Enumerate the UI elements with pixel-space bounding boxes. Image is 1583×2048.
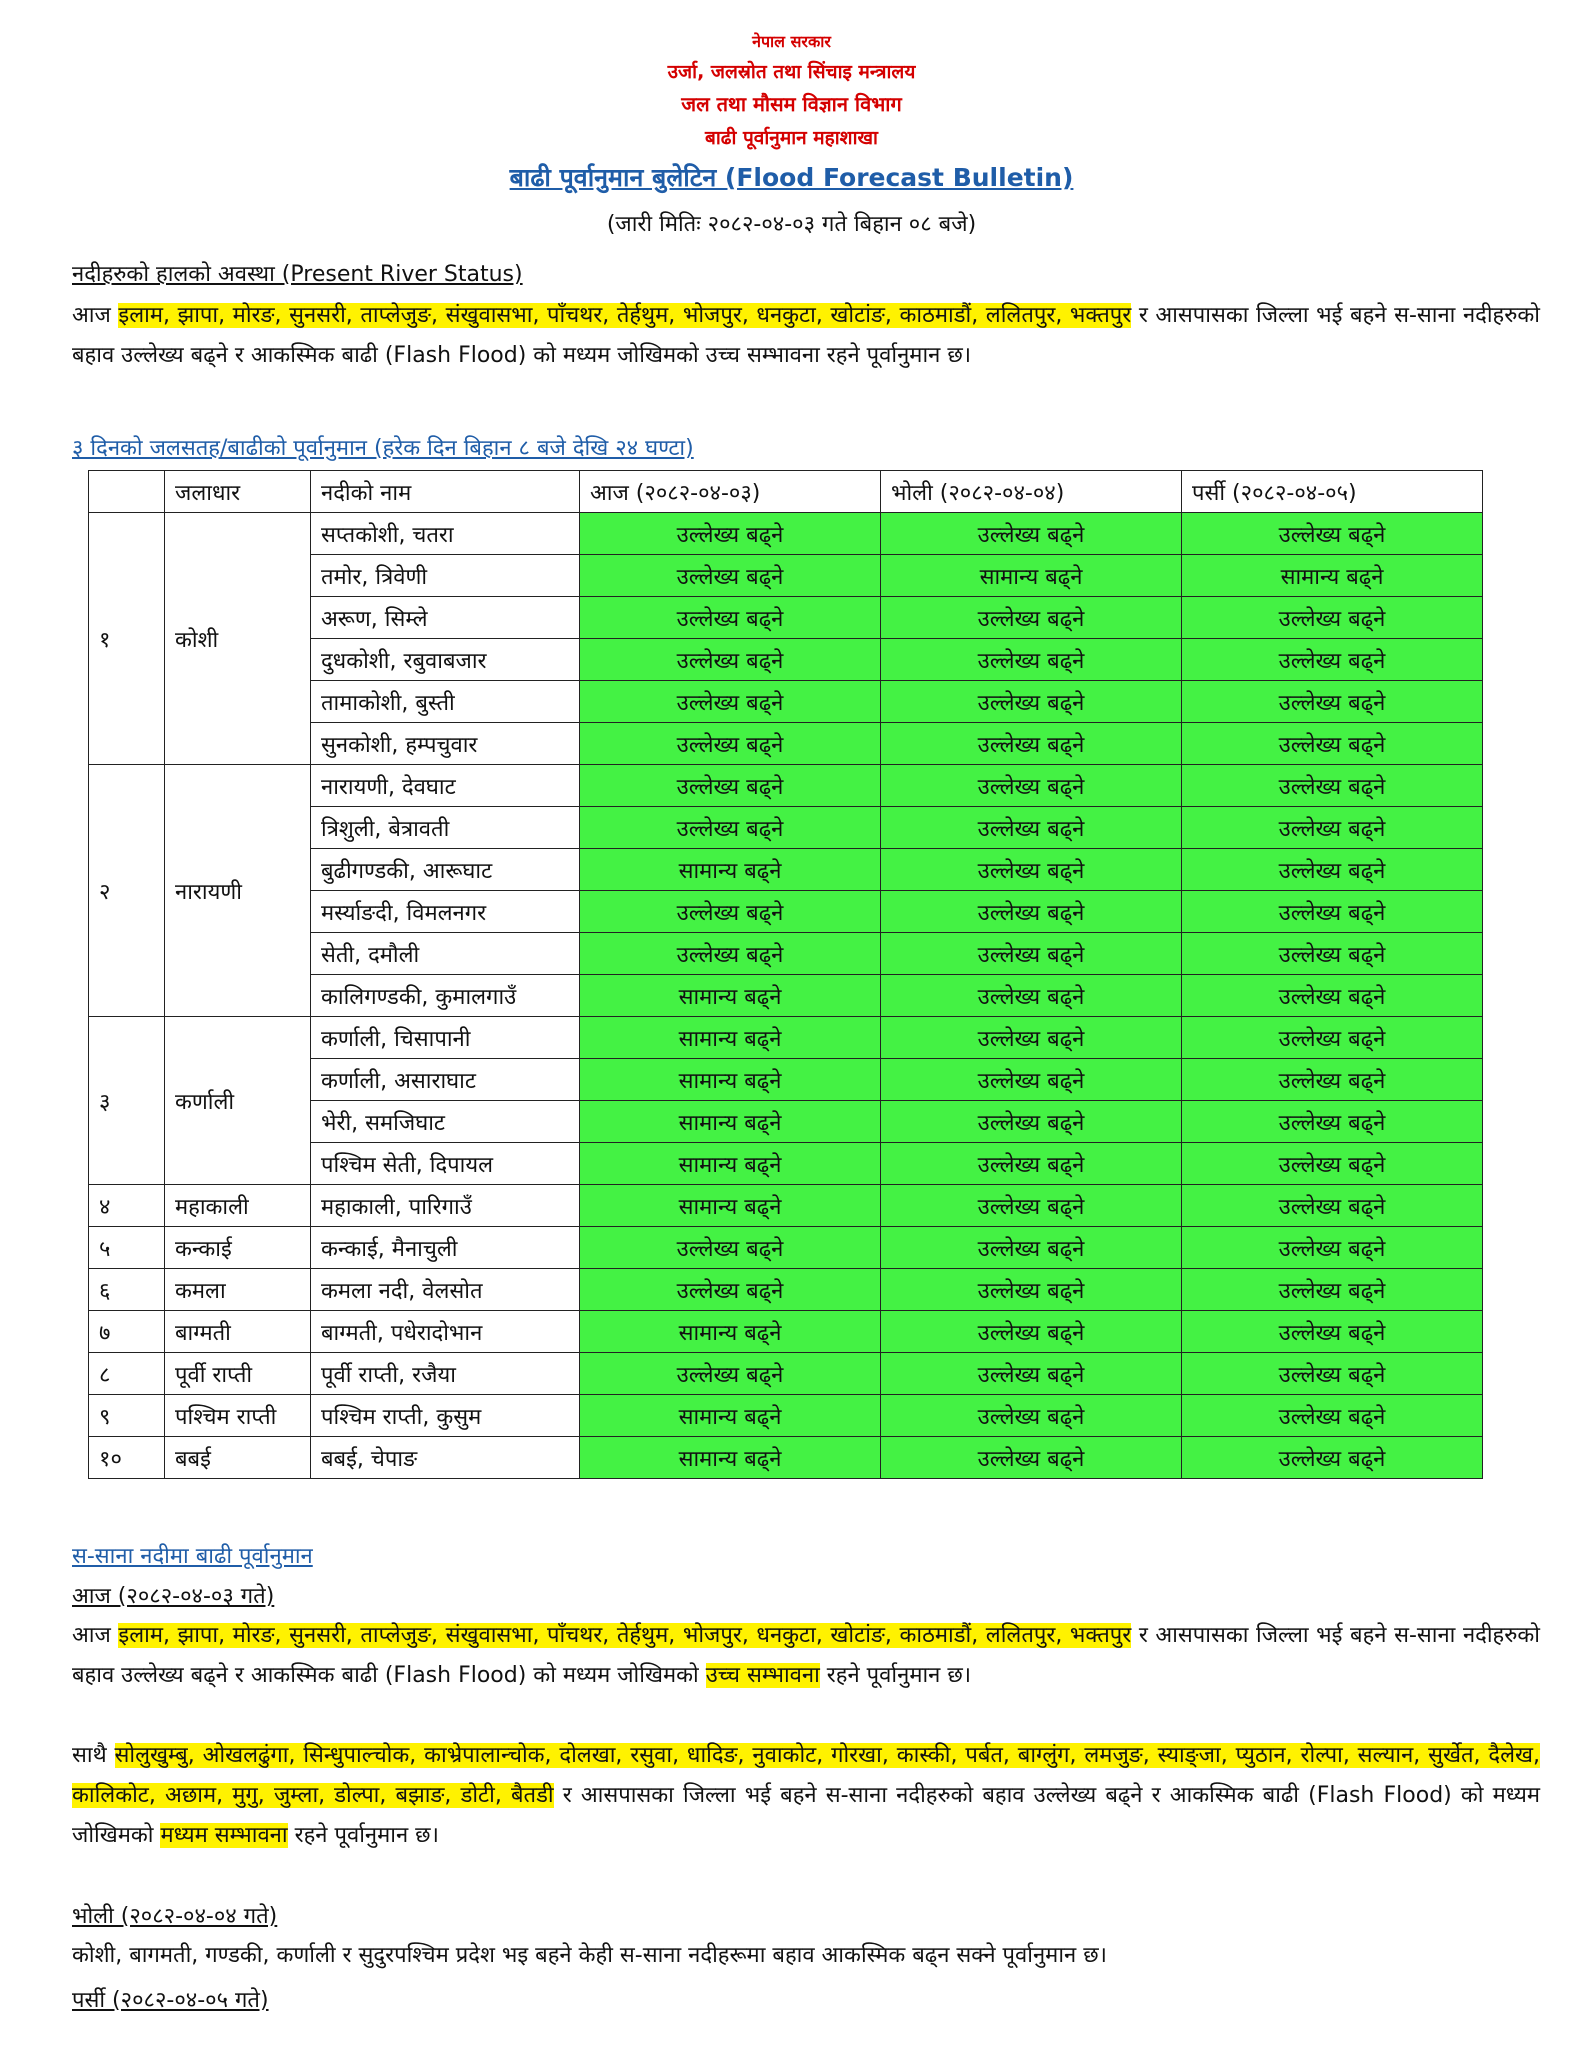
dayafter-heading: पर्सी (२०८२-०४-०५ गते) xyxy=(72,1988,269,2013)
row-river-station: महाकाली, पारिगाउँ xyxy=(311,1185,580,1227)
forecast-cell-dayafter: उल्लेख्य बढ्ने xyxy=(1182,639,1483,681)
row-river-station: कमला नदी, वेलसोत xyxy=(311,1269,580,1311)
forecast-cell-dayafter: उल्लेख्य बढ्ने xyxy=(1182,1395,1483,1437)
row-river-station: बुढीगण्डकी, आरूघाट xyxy=(311,849,580,891)
also-probability: मध्यम सम्भावना xyxy=(160,1823,288,1848)
forecast-table-body xyxy=(89,513,1483,1479)
forecast-cell-tomorrow: उल्लेख्य बढ्ने xyxy=(881,513,1182,555)
row-serial-number: ७ xyxy=(89,1311,165,1353)
forecast-cell-tomorrow: उल्लेख्य बढ्ने xyxy=(881,849,1182,891)
forecast-cell-today: सामान्य बढ्ने xyxy=(580,1395,881,1437)
row-serial-number: ४ xyxy=(89,1185,165,1227)
also-prefix: साथै xyxy=(72,1743,107,1768)
forecast-cell-tomorrow: उल्लेख्य बढ्ने xyxy=(881,765,1182,807)
row-river-station: पश्चिम सेती, दिपायल xyxy=(311,1143,580,1185)
row-basin: नारायणी xyxy=(165,765,311,1017)
forecast-cell-tomorrow: उल्लेख्य बढ्ने xyxy=(881,1059,1182,1101)
table-row xyxy=(89,1269,1483,1311)
forecast-cell-dayafter: उल्लेख्य बढ्ने xyxy=(1182,933,1483,975)
forecast-cell-tomorrow: उल्लेख्य बढ्ने xyxy=(881,1437,1182,1479)
forecast-cell-dayafter: उल्लेख्य बढ्ने xyxy=(1182,807,1483,849)
forecast-cell-today: सामान्य बढ्ने xyxy=(580,1311,881,1353)
forecast-cell-dayafter: उल्लेख्य बढ्ने xyxy=(1182,1269,1483,1311)
row-river-station: पश्चिम राप्ती, कुसुम xyxy=(311,1395,580,1437)
row-serial-number: १० xyxy=(89,1437,165,1479)
also-districts: सोलुखुम्बु, ओखलढुंगा, सिन्धुपाल्चोक, काभ्रेपालान्चोक, दोलखा, रसुवा, धादिङ, नुवाकोट, गोरखा, कास्की, पर्बत, बाग्लुंग, लमजुङ, स्याङ्जा, प्युठान, रोल्पा, सल्यान, सुर्खेत, दैलेख, कालिकोट, अछाम, मुगु, जुम्ला, डोल्पा, बझाङ, डोटी, बैतडी xyxy=(72,1743,1540,1808)
row-basin: बबई xyxy=(165,1437,311,1479)
row-basin: कन्काई xyxy=(165,1227,311,1269)
forecast-cell-dayafter: उल्लेख्य बढ्ने xyxy=(1182,1101,1483,1143)
forecast-cell-today: उल्लेख्य बढ्ने xyxy=(580,597,881,639)
branch-name: बाढी पूर्वानुमान महाशाखा xyxy=(705,127,878,149)
forecast-cell-today: सामान्य बढ्ने xyxy=(580,1437,881,1479)
table-row xyxy=(89,1353,1483,1395)
forecast-cell-dayafter: उल्लेख्य बढ्ने xyxy=(1182,1353,1483,1395)
row-serial-number: ९ xyxy=(89,1395,165,1437)
row-river-station: भेरी, समजिघाट xyxy=(311,1101,580,1143)
forecast-cell-dayafter: सामान्य बढ्ने xyxy=(1182,555,1483,597)
row-serial-number: २ xyxy=(89,765,165,1017)
forecast-cell-dayafter: उल्लेख्य बढ्ने xyxy=(1182,513,1483,555)
col-header-tomorrow: भोली (२०८२-०४-०४) xyxy=(881,471,1182,513)
forecast-cell-tomorrow: उल्लेख्य बढ्ने xyxy=(881,1101,1182,1143)
forecast-cell-tomorrow: उल्लेख्य बढ्ने xyxy=(881,933,1182,975)
present-status-rest: र आसपासका जिल्ला भई बहने स-साना नदीहरुको बहाव उल्लेख्य बढ्ने र आकस्मिक बाढी (Flash Flood) को मध्यम जोखिमको उच्च सम्भावना रहने पूर्वानुमान छ। xyxy=(72,303,1540,368)
today-heading: आज (२०८२-०४-०३ गते) xyxy=(72,1584,275,1609)
forecast-table-heading: ३ दिनको जलसतह/बाढीको पूर्वानुमान (हरेक दिन बिहान ८ बजे देखि २४ घण्टा) xyxy=(72,436,694,461)
forecast-cell-dayafter: उल्लेख्य बढ्ने xyxy=(1182,975,1483,1017)
row-basin: कमला xyxy=(165,1269,311,1311)
table-row xyxy=(89,1017,1483,1059)
forecast-cell-tomorrow: उल्लेख्य बढ्ने xyxy=(881,597,1182,639)
row-basin: कर्णाली xyxy=(165,1017,311,1185)
bulletin-title: बाढी पूर्वानुमान बुलेटिन (Flood Forecast Bulletin) xyxy=(509,163,1074,192)
row-river-station: सुनकोशी, हम्पचुवार xyxy=(311,723,580,765)
row-river-station: पूर्वी राप्ती, रजैया xyxy=(311,1353,580,1395)
row-basin: पूर्वी राप्ती xyxy=(165,1353,311,1395)
forecast-cell-dayafter: उल्लेख्य बढ्ने xyxy=(1182,723,1483,765)
forecast-cell-tomorrow: उल्लेख्य बढ्ने xyxy=(881,1185,1182,1227)
present-status-text xyxy=(72,296,1540,376)
forecast-cell-tomorrow: उल्लेख्य बढ्ने xyxy=(881,891,1182,933)
present-status-districts: इलाम, झापा, मोरङ, सुनसरी, ताप्लेजुङ, संखुवासभा, पाँचथर, तेर्हथुम, भोजपुर, धनकुटा, खोटांङ, काठमाडौं, ललितपुर, भक्तपुर xyxy=(118,303,1132,328)
table-row xyxy=(89,1227,1483,1269)
forecast-cell-tomorrow: उल्लेख्य बढ्ने xyxy=(881,1227,1182,1269)
row-river-station: त्रिशुली, बेत्रावती xyxy=(311,807,580,849)
forecast-cell-dayafter: उल्लेख्य बढ्ने xyxy=(1182,1017,1483,1059)
small-rivers-today-text xyxy=(72,1616,1540,1696)
forecast-cell-tomorrow: उल्लेख्य बढ्ने xyxy=(881,1353,1182,1395)
row-river-station: मर्स्याङदी, विमलनगर xyxy=(311,891,580,933)
col-header-dayafter: पर्सी (२०८२-०४-०५) xyxy=(1182,471,1483,513)
row-basin: पश्चिम राप्ती xyxy=(165,1395,311,1437)
forecast-cell-tomorrow: सामान्य बढ्ने xyxy=(881,555,1182,597)
row-serial-number: ५ xyxy=(89,1227,165,1269)
row-basin: महाकाली xyxy=(165,1185,311,1227)
forecast-cell-today: उल्लेख्य बढ्ने xyxy=(580,1269,881,1311)
row-basin: बाग्मती xyxy=(165,1311,311,1353)
row-river-station: सेती, दमौली xyxy=(311,933,580,975)
row-river-station: बाग्मती, पधेरादोभान xyxy=(311,1311,580,1353)
also-mid: र आसपासका जिल्ला भई बहने स-साना नदीहरुको बहाव उल्लेख्य बढ्ने र आकस्मिक बाढी (Flash Flood) को मध्यम जोखिमको xyxy=(72,1783,1540,1848)
forecast-cell-tomorrow: उल्लेख्य बढ्ने xyxy=(881,1269,1182,1311)
forecast-cell-tomorrow: उल्लेख्य बढ्ने xyxy=(881,1017,1182,1059)
government-name: नेपाल सरकार xyxy=(752,32,831,51)
row-river-station: कालिगण्डकी, कुमालगाउँ xyxy=(311,975,580,1017)
row-river-station: कर्णाली, चिसापानी xyxy=(311,1017,580,1059)
forecast-cell-tomorrow: उल्लेख्य बढ्ने xyxy=(881,807,1182,849)
small-rivers-heading: स-साना नदीमा बाढी पूर्वानुमान xyxy=(72,1544,313,1569)
row-serial-number: ३ xyxy=(89,1017,165,1185)
tomorrow-heading: भोली (२०८२-०४-०४ गते) xyxy=(72,1904,278,1929)
forecast-cell-today: उल्लेख्य बढ्ने xyxy=(580,933,881,975)
forecast-table xyxy=(88,470,1483,1479)
row-river-station: कर्णाली, असाराघाट xyxy=(311,1059,580,1101)
forecast-cell-dayafter: उल्लेख्य बढ्ने xyxy=(1182,681,1483,723)
today-prefix: आज xyxy=(72,1623,111,1648)
row-river-station: बबई, चेपाङ xyxy=(311,1437,580,1479)
today-mid: र आसपासका जिल्ला भई बहने स-साना नदीहरुको बहाव उल्लेख्य बढ्ने र आकस्मिक बाढी (Flash Flood) को मध्यम जोखिमको xyxy=(72,1623,1540,1688)
forecast-cell-tomorrow: उल्लेख्य बढ्ने xyxy=(881,681,1182,723)
col-header-today: आज (२०८२-०४-०३) xyxy=(580,471,881,513)
row-river-station: सप्तकोशी, चतरा xyxy=(311,513,580,555)
table-row xyxy=(89,1185,1483,1227)
forecast-cell-today: उल्लेख्य बढ्ने xyxy=(580,1227,881,1269)
forecast-cell-today: सामान्य बढ्ने xyxy=(580,1101,881,1143)
forecast-cell-today: सामान्य बढ्ने xyxy=(580,1143,881,1185)
row-serial-number: ८ xyxy=(89,1353,165,1395)
forecast-cell-today: सामान्य बढ्ने xyxy=(580,1185,881,1227)
forecast-cell-dayafter: उल्लेख्य बढ्ने xyxy=(1182,597,1483,639)
row-river-station: नारायणी, देवघाट xyxy=(311,765,580,807)
forecast-cell-today: उल्लेख्य बढ्ने xyxy=(580,765,881,807)
small-rivers-also-text xyxy=(72,1736,1540,1856)
table-row xyxy=(89,765,1483,807)
forecast-cell-dayafter: उल्लेख्य बढ्ने xyxy=(1182,891,1483,933)
table-row xyxy=(89,1437,1483,1479)
forecast-cell-dayafter: उल्लेख्य बढ्ने xyxy=(1182,1185,1483,1227)
forecast-cell-today: उल्लेख्य बढ्ने xyxy=(580,681,881,723)
forecast-cell-today: सामान्य बढ्ने xyxy=(580,849,881,891)
table-row xyxy=(89,1395,1483,1437)
forecast-cell-today: उल्लेख्य बढ्ने xyxy=(580,513,881,555)
forecast-cell-today: उल्लेख्य बढ्ने xyxy=(580,807,881,849)
forecast-cell-dayafter: उल्लेख्य बढ्ने xyxy=(1182,849,1483,891)
table-row xyxy=(89,1311,1483,1353)
issue-date: (जारी मितिः २०८२-०४-०३ गते बिहान ०८ बजे) xyxy=(606,212,977,237)
table-row xyxy=(89,513,1483,555)
row-serial-number: १ xyxy=(89,513,165,765)
forecast-cell-tomorrow: उल्लेख्य बढ्ने xyxy=(881,1395,1182,1437)
present-status-prefix: आज xyxy=(72,303,111,328)
row-river-station: अरूण, सिम्ले xyxy=(311,597,580,639)
forecast-cell-tomorrow: उल्लेख्य बढ्ने xyxy=(881,1311,1182,1353)
forecast-cell-tomorrow: उल्लेख्य बढ्ने xyxy=(881,1143,1182,1185)
col-header-basin: जलाधार xyxy=(165,471,311,513)
forecast-cell-dayafter: उल्लेख्य बढ्ने xyxy=(1182,1059,1483,1101)
col-header-river: नदीको नाम xyxy=(311,471,580,513)
today-probability: उच्च सम्भावना xyxy=(705,1663,820,1688)
forecast-cell-dayafter: उल्लेख्य बढ्ने xyxy=(1182,1311,1483,1353)
also-end: रहने पूर्वानुमान छ। xyxy=(294,1823,439,1848)
row-river-station: तमोर, त्रिवेणी xyxy=(311,555,580,597)
row-river-station: दुधकोशी, रबुवाबजार xyxy=(311,639,580,681)
forecast-cell-today: सामान्य बढ्ने xyxy=(580,1059,881,1101)
forecast-cell-tomorrow: उल्लेख्य बढ्ने xyxy=(881,639,1182,681)
forecast-cell-dayafter: उल्लेख्य बढ्ने xyxy=(1182,1227,1483,1269)
today-end: रहने पूर्वानुमान छ। xyxy=(826,1663,972,1688)
row-serial-number: ६ xyxy=(89,1269,165,1311)
forecast-cell-today: उल्लेख्य बढ्ने xyxy=(580,639,881,681)
forecast-table-header-row xyxy=(89,471,1483,513)
present-status-heading: नदीहरुको हालको अवस्था (Present River Status) xyxy=(72,262,523,287)
forecast-cell-tomorrow: उल्लेख्य बढ्ने xyxy=(881,723,1182,765)
forecast-cell-today: उल्लेख्य बढ्ने xyxy=(580,891,881,933)
forecast-cell-today: उल्लेख्य बढ्ने xyxy=(580,1353,881,1395)
row-river-station: कन्काई, मैनाचुली xyxy=(311,1227,580,1269)
ministry-name: उर्जा, जलस्रोत तथा सिंचाइ मन्त्रालय xyxy=(667,61,916,83)
row-river-station: तामाकोशी, बुस्ती xyxy=(311,681,580,723)
forecast-cell-dayafter: उल्लेख्य बढ्ने xyxy=(1182,1437,1483,1479)
forecast-cell-today: सामान्य बढ्ने xyxy=(580,975,881,1017)
forecast-cell-dayafter: उल्लेख्य बढ्ने xyxy=(1182,765,1483,807)
forecast-cell-today: उल्लेख्य बढ्ने xyxy=(580,555,881,597)
department-name: जल तथा मौसम विज्ञान विभाग xyxy=(681,92,902,116)
forecast-cell-today: उल्लेख्य बढ्ने xyxy=(580,723,881,765)
col-header-sn xyxy=(89,471,165,513)
tomorrow-text: कोशी, बागमती, गण्डकी, कर्णाली र सुदुरपश्चिम प्रदेश भइ बहने केही स-साना नदीहरूमा बहाव आकस्मिक बढ्न सक्ने पूर्वानुमान छ। xyxy=(72,1943,1107,1968)
forecast-cell-tomorrow: उल्लेख्य बढ्ने xyxy=(881,975,1182,1017)
row-basin: कोशी xyxy=(165,513,311,765)
forecast-cell-dayafter: उल्लेख्य बढ्ने xyxy=(1182,1143,1483,1185)
forecast-cell-today: सामान्य बढ्ने xyxy=(580,1017,881,1059)
today-districts: इलाम, झापा, मोरङ, सुनसरी, ताप्लेजुङ, संखुवासभा, पाँचथर, तेर्हथुम, भोजपुर, धनकुटा, खोटांङ, काठमाडौं, ललितपुर, भक्तपुर xyxy=(118,1623,1132,1648)
